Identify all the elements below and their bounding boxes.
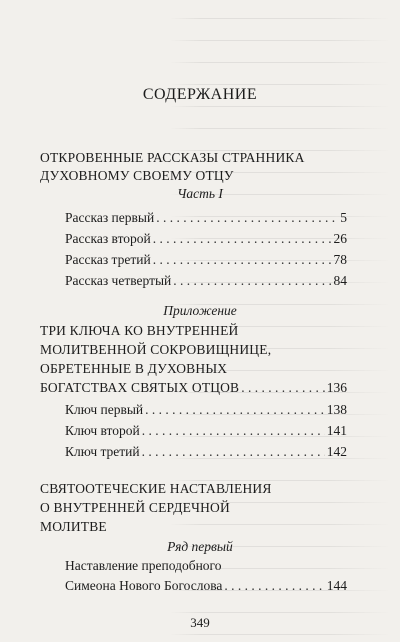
section2-entry-line-1: Наставление преподобного [65,558,222,573]
section2-entry-page: 144 [326,578,347,593]
series-label: Ряд первый [167,539,233,554]
toc-entry[interactable] [65,273,347,289]
toc-entry-page: 84 [333,273,347,288]
leader-dots [142,423,325,439]
toc-entry-page: 78 [333,252,347,267]
section2-title-line-2: О ВНУТРЕННЕЙ СЕРДЕЧНОЙ [40,500,230,515]
section1-title-line-2: ДУХОВНОМУ СВОЕМУ ОТЦУ [40,168,234,183]
section1-title-line-1: ОТКРОВЕННЫЕ РАССКАЗЫ СТРАННИКА [40,150,305,165]
leader-dots [173,273,331,289]
leader-dots [241,380,325,396]
page-number: 349 [190,615,210,630]
appendix-label: Приложение [163,303,237,318]
leader-dots [142,444,325,460]
part-label: Часть I [177,186,223,201]
leader-dots [156,210,338,226]
toc-entry-label: Рассказ четвертый [65,273,172,288]
section2-entry-line-2: Симеона Нового Богослова [65,578,223,593]
section2-title-line-1: СВЯТООТЕЧЕСКИЕ НАСТАВЛЕНИЯ [40,481,272,496]
key-entry[interactable] [65,423,347,439]
appendix-title-line-4: БОГАТСТВАХ СВЯТЫХ ОТЦОВ [40,380,240,395]
leader-dots [153,231,332,247]
section2-title-line-3: МОЛИТВЕ [40,519,107,534]
toc-entry[interactable] [65,210,347,226]
appendix-title-line-2: МОЛИТВЕННОЙ СОКРОВИЩНИЦЕ, [40,342,272,357]
key-entry[interactable] [65,402,347,418]
appendix-title-line-3: ОБРЕТЕННЫЕ В ДУХОВНЫХ [40,361,228,376]
key-entry-label: Ключ первый [65,402,144,417]
leader-dots [224,578,324,594]
key-entry[interactable] [65,444,347,460]
toc-entry[interactable] [65,252,347,268]
key-entry-label: Ключ второй [65,423,140,438]
leader-dots [153,252,332,268]
toc-entry-page: 26 [333,231,347,246]
appendix-title-entry[interactable] [40,380,347,396]
toc-entry[interactable] [65,231,347,247]
key-entry-page: 141 [326,423,347,438]
toc-entry-label: Рассказ второй [65,231,151,246]
leader-dots [145,402,325,418]
appendix-title-page: 136 [326,380,347,395]
key-entry-page: 142 [326,444,347,459]
toc-entry-label: Рассказ первый [65,210,155,225]
page-title: СОДЕРЖАНИЕ [142,86,258,103]
key-entry-page: 138 [326,402,347,417]
section2-entry[interactable] [65,578,347,594]
appendix-title-line-1: ТРИ КЛЮЧА КО ВНУТРЕННЕЙ [40,323,239,338]
toc-entry-page: 5 [340,210,347,225]
toc-entry-label: Рассказ третий [65,252,151,267]
key-entry-label: Ключ третий [65,444,140,459]
